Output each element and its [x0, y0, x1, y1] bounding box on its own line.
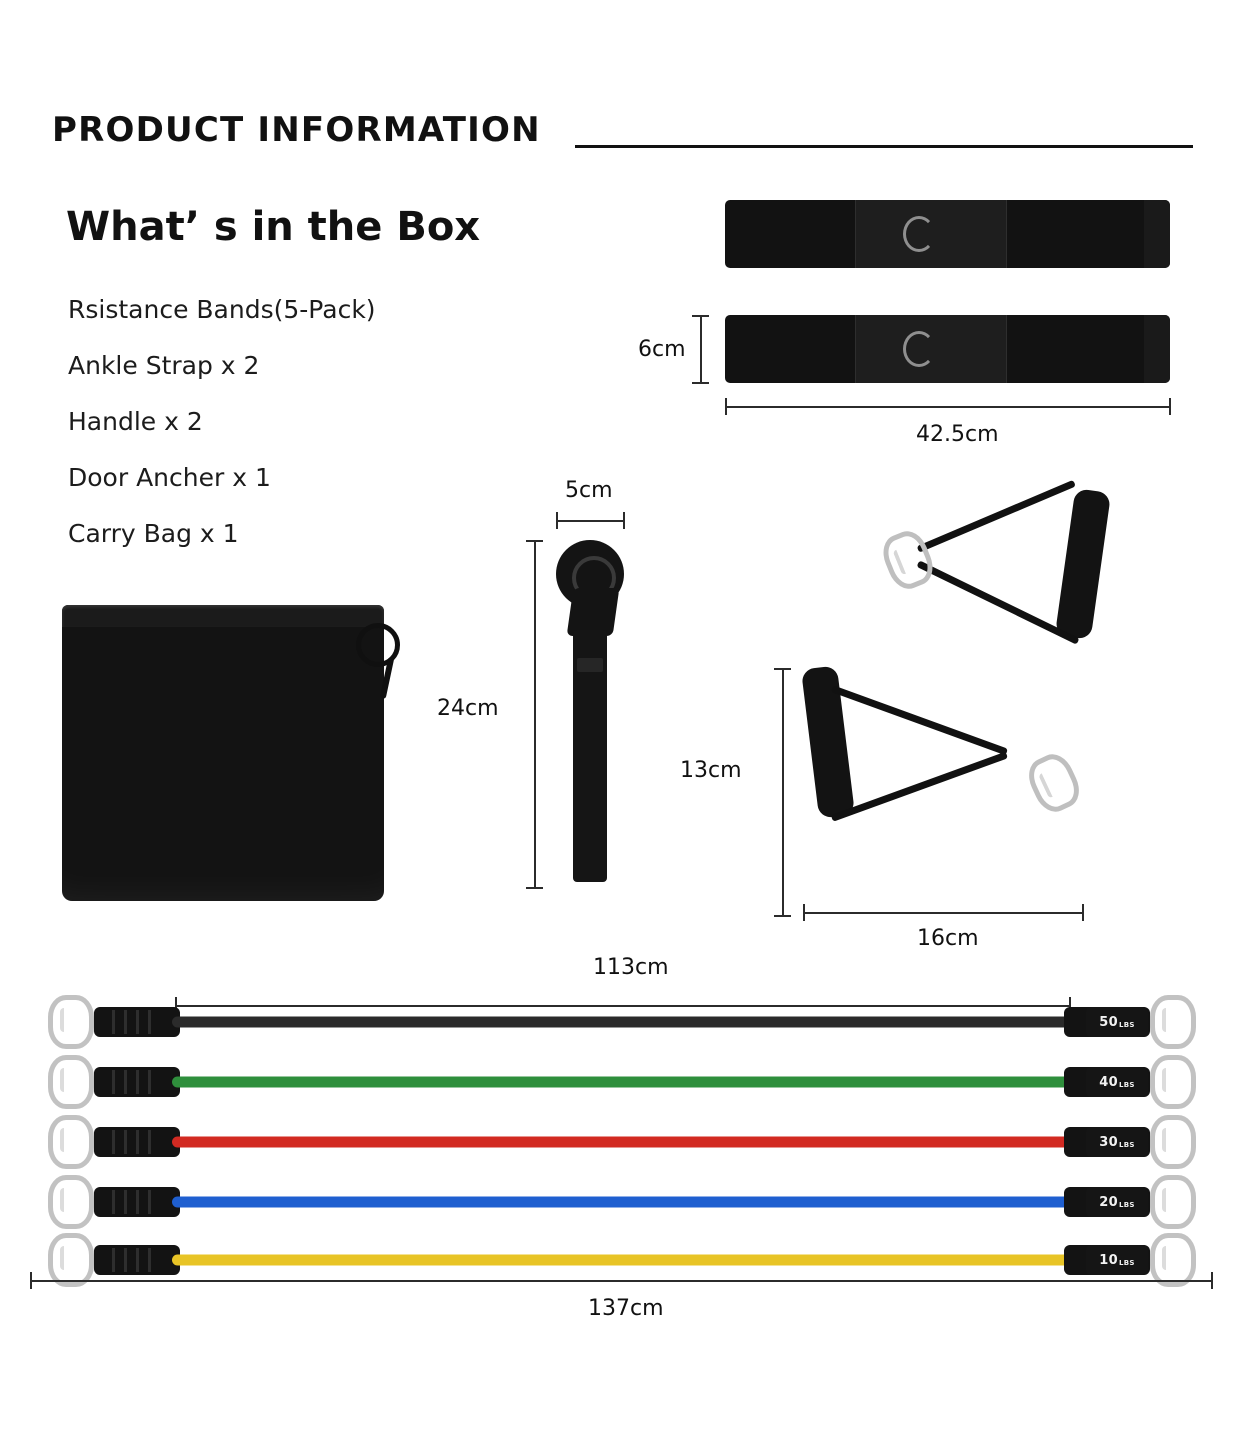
band-tube — [172, 1197, 1072, 1208]
carabiner-icon — [48, 995, 94, 1049]
band-total-dimension-line — [30, 1280, 1212, 1282]
handle-width-label: 16cm — [917, 926, 979, 951]
band-row-blue — [22, 1180, 1222, 1224]
ankle-strap-lower — [725, 315, 1170, 383]
whats-in-the-box-heading: What’ s in the Box — [66, 204, 481, 250]
dimension-cap — [803, 904, 805, 921]
carry-bag — [62, 605, 384, 901]
band-weight-tag — [1086, 1245, 1148, 1275]
handle-arm-bottom — [916, 560, 1079, 644]
handle-height-label: 13cm — [680, 758, 742, 783]
band-tube — [172, 1017, 1072, 1028]
strap-length-label: 42.5cm — [916, 422, 999, 447]
band-weight-unit: LBS — [1118, 1081, 1135, 1089]
list-item: Carry Bag x 1 — [68, 519, 239, 548]
dimension-cap — [30, 1272, 32, 1289]
strap-tip — [1144, 200, 1170, 268]
list-item: Door Ancher x 1 — [68, 463, 271, 492]
strap-tip — [1144, 315, 1170, 383]
handle-clip-icon — [1022, 748, 1086, 817]
dimension-cap — [1169, 398, 1171, 415]
band-tube — [172, 1077, 1072, 1088]
strap-length-dimension-line — [725, 406, 1170, 408]
door-anchor-neck — [567, 588, 620, 636]
page-title: PRODUCT INFORMATION — [52, 110, 541, 150]
strap-d-ring-icon — [903, 216, 935, 252]
list-item: Ankle Strap x 2 — [68, 351, 260, 380]
band-sleeve — [94, 1007, 180, 1037]
band-tube — [172, 1137, 1072, 1148]
anchor-width-label: 5cm — [565, 478, 613, 503]
handle-width-dimension-line — [803, 912, 1083, 914]
ankle-strap-upper — [725, 200, 1170, 268]
dimension-cap — [725, 398, 727, 415]
band-weight-unit: LBS — [1118, 1259, 1135, 1267]
carabiner-icon — [1150, 1115, 1196, 1169]
handle-arm-top — [831, 685, 1008, 755]
band-weight-tag — [1086, 1127, 1148, 1157]
bag-drawstring-channel — [62, 605, 384, 627]
carabiner-icon — [1150, 1055, 1196, 1109]
band-total-length-label: 137cm — [588, 1296, 664, 1321]
carabiner-icon — [1150, 1175, 1196, 1229]
anchor-width-dimension-line — [556, 520, 624, 522]
handle-height-dimension-line — [782, 668, 784, 916]
strap-height-label: 6cm — [638, 337, 686, 362]
handle-grip — [1055, 488, 1111, 640]
dimension-cap — [774, 668, 791, 670]
strap-height-dimension-line — [700, 315, 702, 383]
strap-d-ring-icon — [903, 331, 935, 367]
dimension-cap — [1082, 904, 1084, 921]
carabiner-icon — [48, 1233, 94, 1287]
band-weight-unit: LBS — [1118, 1141, 1135, 1149]
dimension-cap — [526, 540, 543, 542]
dimension-cap — [774, 915, 791, 917]
band-row-black — [22, 1000, 1222, 1044]
list-item: Handle x 2 — [68, 407, 203, 436]
band-row-red — [22, 1120, 1222, 1164]
anchor-length-label: 24cm — [437, 696, 499, 721]
band-weight-value: 30 — [1099, 1134, 1118, 1150]
band-weight-value: 10 — [1099, 1252, 1118, 1268]
handle-lower — [800, 655, 1050, 855]
handle-upper — [880, 480, 1130, 680]
band-sleeve — [94, 1127, 180, 1157]
dimension-cap — [526, 887, 543, 889]
carabiner-icon — [48, 1175, 94, 1229]
carabiner-icon — [48, 1115, 94, 1169]
band-weight-unit: LBS — [1118, 1021, 1135, 1029]
dimension-cap — [1211, 1272, 1213, 1289]
band-weight-tag — [1086, 1187, 1148, 1217]
dimension-cap — [692, 315, 709, 317]
list-item: Rsistance Bands(5-Pack) — [68, 295, 376, 324]
band-sleeve — [94, 1187, 180, 1217]
dimension-cap — [692, 382, 709, 384]
handle-arm-top — [917, 480, 1076, 553]
dimension-cap — [623, 512, 625, 529]
handle-arm-bottom — [831, 752, 1008, 822]
band-tube-length-label: 113cm — [593, 955, 669, 980]
band-weight-value: 50 — [1099, 1014, 1118, 1030]
band-weight-tag — [1086, 1007, 1148, 1037]
box-contents-list — [68, 282, 548, 562]
band-row-green — [22, 1060, 1222, 1104]
band-tube — [172, 1255, 1072, 1266]
anchor-length-dimension-line — [534, 540, 536, 888]
dimension-cap — [556, 512, 558, 529]
door-anchor-strap — [573, 630, 607, 882]
band-row-yellow — [22, 1238, 1222, 1282]
band-sleeve — [94, 1245, 180, 1275]
band-sleeve — [94, 1067, 180, 1097]
band-weight-value: 20 — [1099, 1194, 1118, 1210]
band-weight-tag — [1086, 1067, 1148, 1097]
carabiner-icon — [1150, 1233, 1196, 1287]
title-divider — [575, 145, 1193, 148]
carabiner-icon — [48, 1055, 94, 1109]
band-weight-value: 40 — [1099, 1074, 1118, 1090]
band-weight-unit: LBS — [1118, 1201, 1135, 1209]
handle-clip-icon — [877, 526, 939, 594]
handle-grip — [801, 665, 855, 818]
carabiner-icon — [1150, 995, 1196, 1049]
